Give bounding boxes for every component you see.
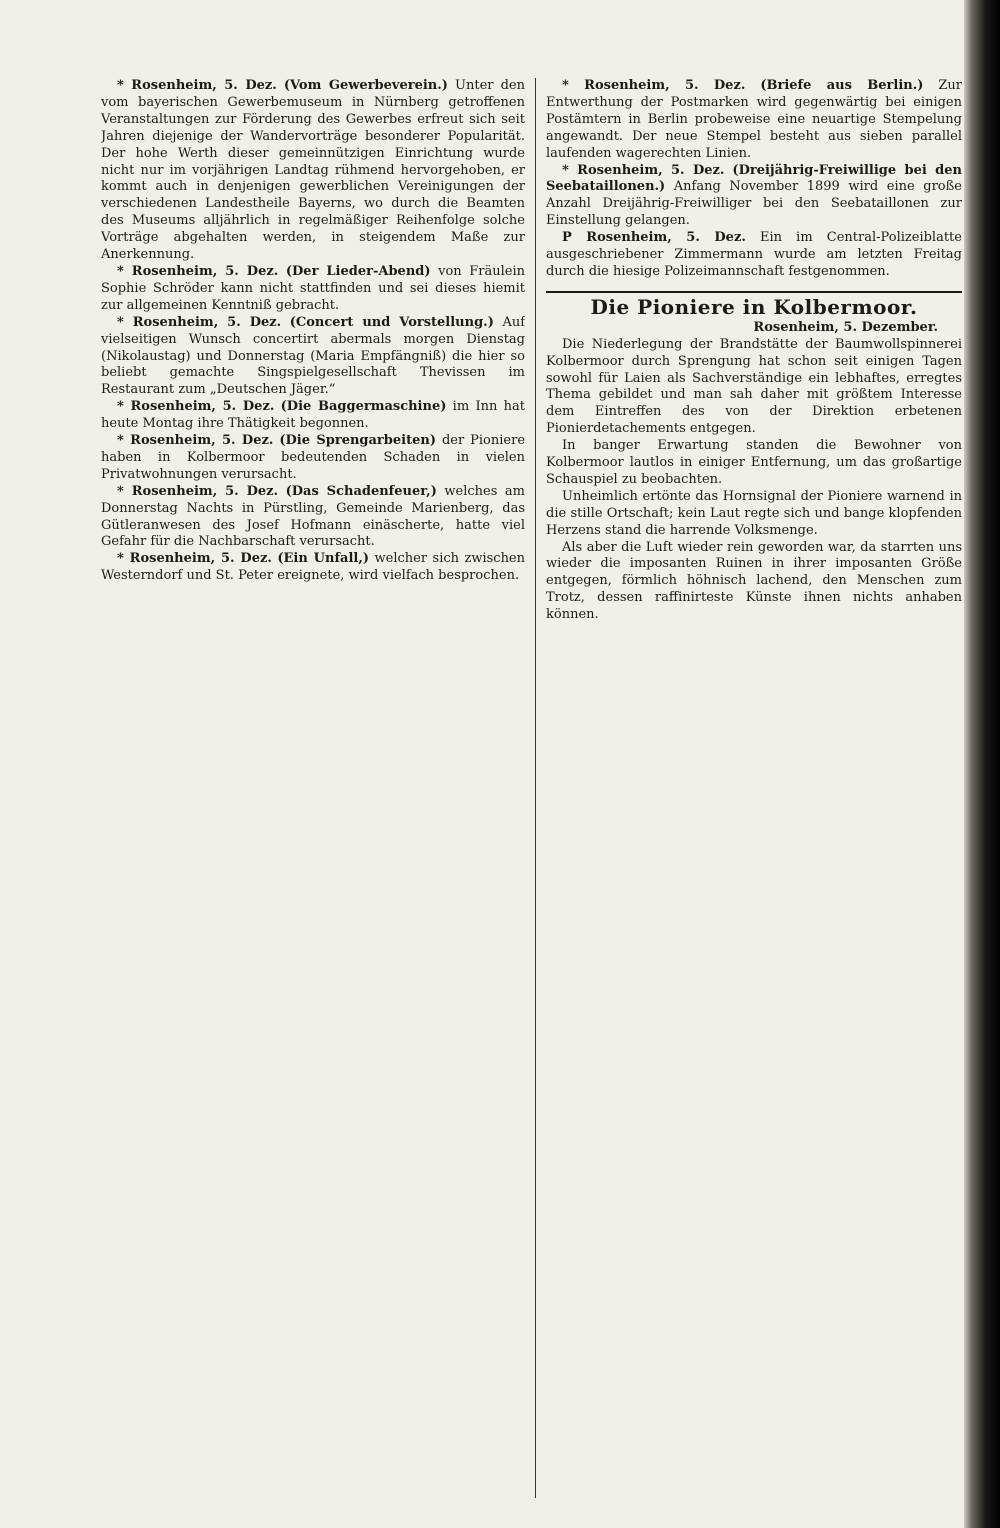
news-item: * Rosenheim, 5. Dez. (Die Baggermaschine) im Inn hat heute Montag ihre Thätigkeit begonnen. [101,399,525,432]
news-item: * Rosenheim, 5. Dez. (Das Schadenfeuer,) welches am Donnerstag Nachts in Pürstling, Gemeinde Marienberg, das Gütleranwesen des Josef Hofmann einäscherte, hatte viel Gefahr für die Nachbarschaft verursacht. [101,483,525,550]
page-edge-shadow [964,0,1000,1528]
article-headline: Die Pioniere in Kolbermoor. [590,294,918,319]
article-header [546,291,962,319]
news-item: * Rosenheim, 5. Dez. (Der Lieder-Abend) von Fräulein Sophie Schröder kann nicht stattfinden und sei dieses hiemit zur allgemeinen Kenntniß gebracht. [101,263,525,313]
news-item: * Rosenheim, 5. Dez. (Concert und Vorstellung.) Auf vielseitigen Wunsch concertirt abermals morgen Dienstag (Nikolaustag) und Donnerstag (Maria Empfängniß) die hier so beliebt gemachte Singspielgesellschaft Thevissen im Restaurant zum „Deutschen Jäger.“ [101,314,525,398]
article-paragraph: Als aber die Luft wieder rein geworden war, da starrten uns wieder die imposanten Ruinen in ihrer imposanten Größe entgegen, förmlich höhnisch lachend, den Menschen zum Trotz, dessen raffinirteste Künste ihnen nichts anhaben können. [546,539,962,623]
left-column [101,78,525,1508]
news-item: * Rosenheim, 5. Dez. (Vom Gewerbeverein.) Unter den vom bayerischen Gewerbemuseum in Nürnberg getroffenen Veranstaltungen zur Förderung des Gewerbes erfreut sich seit Jahren diejenige der Wandervorträge besonderer Popularität. Der hohe Werth dieser gemeinnützigen Einrichtung wurde nicht nur im vorjährigen Landtag rühmend hervorgehoben, er kommt auch in denjenigen gewerblichen Vereinigungen der verschiedenen Landestheile Bayerns, wo durch die Beamten des Museums alljährlich in regelmäßiger Reihenfolge solche Vorträge abgehalten werden, in steigendem Maße zur Anerkennung. [101,78,525,263]
news-item: * Rosenheim, 5. Dez. (Dreijährig-Freiwillige bei den Seebataillonen.) Anfang November 1899 wird eine große Anzahl Dreijährig-Freiwilliger bei den Seebataillonen zur Einstellung gelangen. [546,162,962,229]
news-item: * Rosenheim, 5. Dez. (Die Sprengarbeiten) der Pioniere haben in Kolbermoor bedeutenden Schaden in vielen Privatwohnungen verursacht. [101,433,525,482]
column-rule [535,78,536,1498]
article-paragraph: In banger Erwartung standen die Bewohner von Kolbermoor lautlos in einiger Entfernung, um das großartige Schauspiel zu beobachten. [546,438,962,487]
news-item: * Rosenheim, 5. Dez. (Ein Unfall,) welcher sich zwischen Westerndorf und St. Peter ereignete, wird vielfach besprochen. [101,551,525,584]
news-item: P Rosenheim, 5. Dez. Ein im Central-Polizeiblatte ausgeschriebener Zimmermann wurde am letzten Freitag durch die hiesige Polizeimannschaft festgenommen. [546,230,962,279]
right-column [546,78,962,1508]
article-paragraph: Unheimlich ertönte das Hornsignal der Pioniere warnend in die stille Ortschaft; kein Laut regte sich und bange klopfenden Herzens stand die harrende Volksmenge. [546,488,962,538]
article-dateline: Rosenheim, 5. Dezember. [753,319,938,335]
news-item: * Rosenheim, 5. Dez. (Briefe aus Berlin.) Zur Entwerthung der Postmarken wird gegenwärtig bei einigen Postämtern in Berlin probeweise eine neuartige Stempelung angewandt. Der neue Stempel besteht aus sieben parallel laufenden wagerechten Linien. [546,78,962,161]
article-paragraph: Die Niederlegung der Brandstätte der Baumwollspinnerei Kolbermoor durch Sprengung hat schon seit einigen Tagen sowohl für Laien als Sachverständige ein lebhaftes, erregtes Thema gebildet und man sah daher mit größtem Interesse dem Eintreffen des von der Direktion erbetenen Pionierdetachements entgegen. [546,336,962,437]
